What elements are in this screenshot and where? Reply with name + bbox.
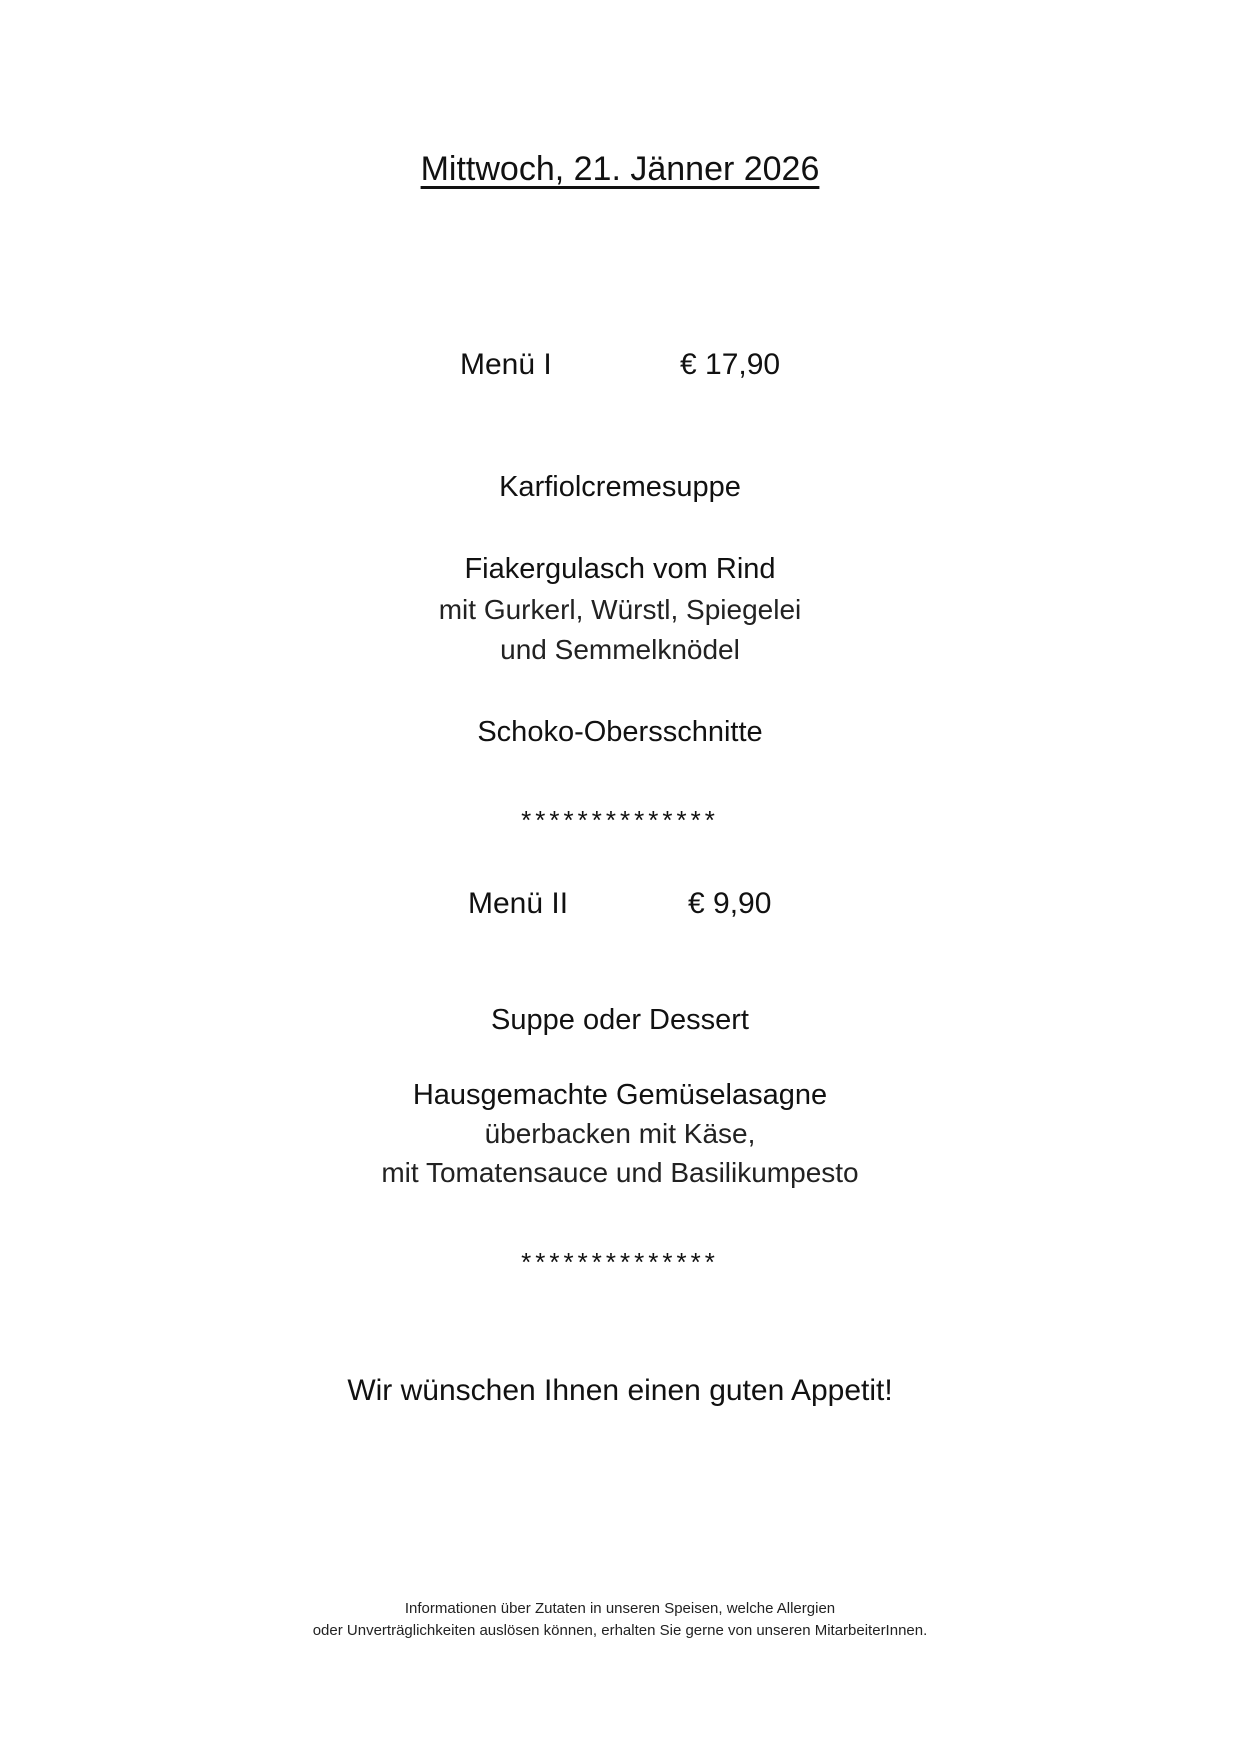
separator-1: ************** bbox=[521, 805, 719, 835]
footer-allergen-line-2: oder Unverträglichkeiten auslösen können, erhalten Sie gerne von unseren MitarbeiterInnen. bbox=[312, 1622, 928, 1639]
menu1-dessert: Schoko-Obersschnitte bbox=[477, 716, 763, 748]
footer-allergen-line-1: Informationen über Zutaten in unseren Speisen, welche Allergien bbox=[404, 1600, 836, 1617]
menu2-price: € 9,90 bbox=[688, 887, 772, 920]
menu1-main: Fiakergulasch vom Rind bbox=[464, 553, 776, 585]
menu1-header bbox=[0, 348, 1240, 388]
menu2-header bbox=[0, 887, 1240, 927]
menu2-starter: Suppe oder Dessert bbox=[491, 1004, 749, 1036]
menu1-name: Menü I bbox=[460, 348, 552, 381]
menu2-main: Hausgemachte Gemüselasagne bbox=[412, 1079, 828, 1111]
closing-message: Wir wünschen Ihnen einen guten Appetit! bbox=[347, 1374, 893, 1407]
separator-2: ************** bbox=[521, 1247, 719, 1277]
page-title: Mittwoch, 21. Jänner 2026 bbox=[420, 150, 820, 188]
menu1-main-desc-2: und Semmelknödel bbox=[500, 634, 740, 665]
menu2-main-desc-2: mit Tomatensauce und Basilikumpesto bbox=[381, 1157, 859, 1188]
menu2-main-desc-1: überbacken mit Käse, bbox=[484, 1118, 756, 1149]
menu1-price: € 17,90 bbox=[680, 348, 781, 381]
menu1-main-desc-1: mit Gurkerl, Würstl, Spiegelei bbox=[438, 594, 802, 625]
menu2-name: Menü II bbox=[468, 887, 569, 920]
menu1-soup: Karfiolcremesuppe bbox=[499, 471, 741, 503]
